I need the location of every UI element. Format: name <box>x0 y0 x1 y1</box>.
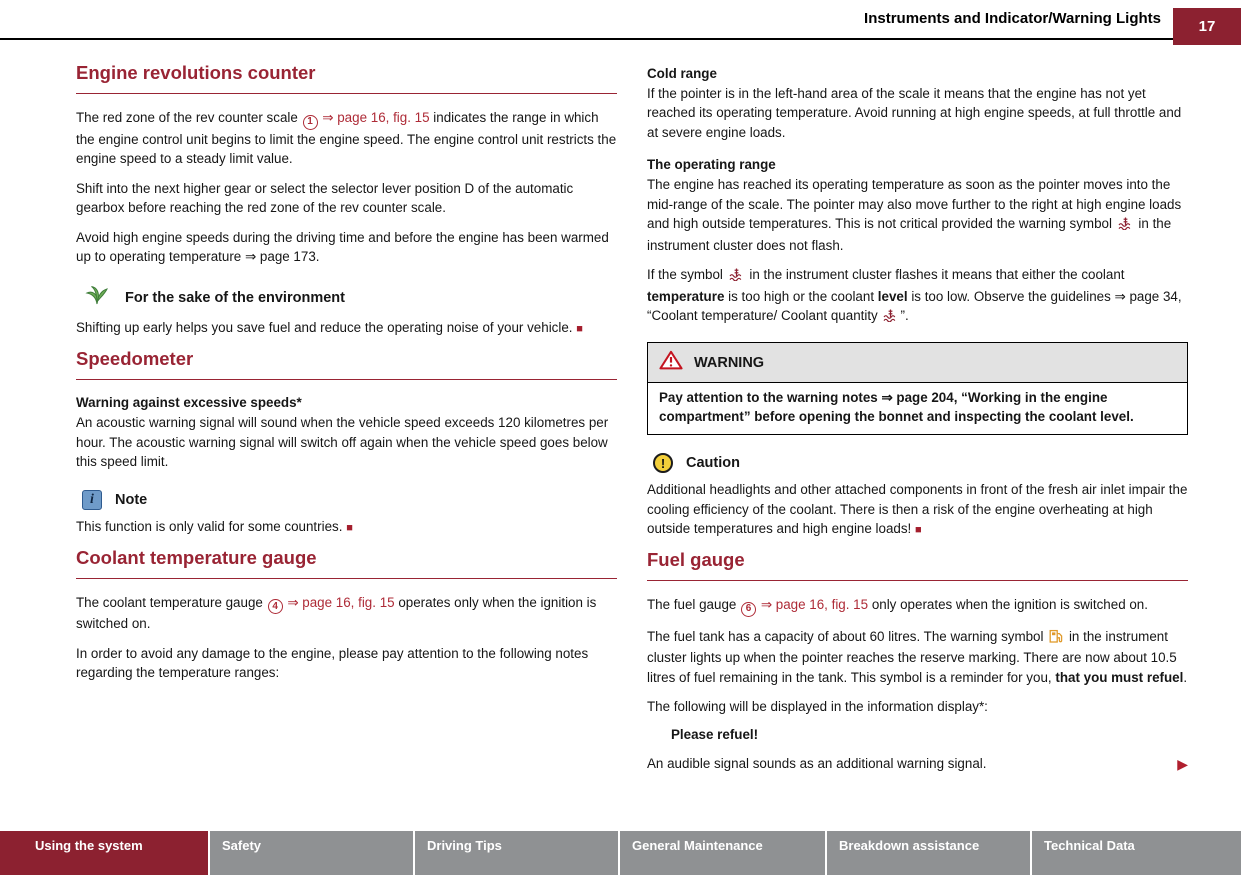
paragraph: The engine has reached its operating temperature as soon as the pointer moves into the mid-range of the scale. The pointer may also move further to the right at high engine loads and high outside temperatures. This is not critical provided the warning symbol in the instrument cluster does not flash. <box>647 177 1182 253</box>
paragraph: The coolant temperature gauge 4 ⇒ page 16, fig. 15 operates only when the ignition is switched on. <box>76 594 597 632</box>
note-text: This function is only valid for some countries. ■ <box>76 518 353 534</box>
footer-tab-safety[interactable]: Safety <box>210 831 415 875</box>
right-column <box>647 62 1188 784</box>
paragraph: The fuel tank has a capacity of about 60 litres. The warning symbol in the instrument cluster lights up when the pointer reaches the reserve marking. There are now about 10.5 litres of fuel remaining in the tank. This symbol is a reminder for you, that you must refuel. <box>647 629 1188 685</box>
caution-icon: ! <box>653 453 673 473</box>
footer-tab-driving-tips[interactable]: Driving Tips <box>415 831 620 875</box>
subheading-cold-range: Cold range <box>647 66 717 81</box>
paragraph: Shift into the next higher gear or select the selector lever position D of the automatic gearbox before reaching the red zone of the rev counter scale. <box>76 180 574 216</box>
section-title-fuel-gauge: Fuel gauge <box>647 549 1188 581</box>
warning-title: WARNING <box>694 354 765 371</box>
paragraph: If the pointer is in the left-hand area of the scale it means that the engine has not yet reached its operating temperature. Avoid running at high engine speeds, at full throttle and at severe engine loads. <box>647 86 1182 140</box>
environment-note-title: For the sake of the environment <box>125 289 345 306</box>
section-title-speedometer: Speedometer <box>76 348 617 380</box>
paragraph: An acoustic warning signal will sound when the vehicle speed exceeds 120 kilometres per hour. The acoustic warning signal will switch off again when the vehicle speed goes below this speed limit. <box>76 415 609 470</box>
footer-nav <box>0 831 1241 875</box>
caution-text: Additional headlights and other attached components in front of the fresh air inlet impair the cooling efficiency of the coolant. There is then a risk of the engine overheating at high outside temperatures and high engine loads! ■ <box>647 482 1188 537</box>
environment-icon <box>84 284 110 311</box>
display-message: Please refuel! <box>671 726 759 742</box>
chapter-title: Instruments and Indicator/Warning Lights <box>864 10 1161 27</box>
fuel-pump-icon <box>1049 629 1063 648</box>
paragraph: The following will be displayed in the information display*: <box>647 699 988 715</box>
warning-box-header <box>648 343 1187 383</box>
footer-tab-general-maintenance[interactable]: General Maintenance <box>620 831 827 875</box>
end-of-topic-marker: ■ <box>346 521 353 534</box>
continued-marker: ▶ <box>1177 755 1188 772</box>
section-title-coolant-gauge: Coolant temperature gauge <box>76 547 617 579</box>
paragraph: In order to avoid any damage to the engine, please pay attention to the following notes regarding the temperature ranges: <box>76 645 589 681</box>
paragraph: The fuel gauge 6 ⇒ page 16, fig. 15 only operates when the ignition is switched on. <box>647 595 1188 617</box>
page-ref-link[interactable]: ⇒ page 16, fig. 15 <box>322 110 430 125</box>
callout-number-6: 6 <box>741 602 756 617</box>
caution-header <box>647 453 1188 473</box>
footer-tab-using-the-system[interactable]: Using the system <box>0 831 210 875</box>
bold-text: level <box>877 288 908 304</box>
end-of-topic-marker: ■ <box>915 524 922 537</box>
paragraph: Avoid high engine speeds during the driving time and before the engine has been warmed up to operating temperature ⇒ page 173. <box>76 229 609 264</box>
note-title: Note <box>115 491 148 508</box>
page-header <box>0 0 1241 40</box>
warning-triangle-icon <box>659 350 683 375</box>
callout-number-4: 4 <box>268 599 283 614</box>
bold-text: temperature <box>647 288 725 304</box>
environment-note-text: Shifting up early helps you save fuel and reduce the operating noise of your vehicle. ■ <box>76 320 583 336</box>
note-header <box>76 490 617 510</box>
warning-box <box>647 342 1188 435</box>
info-icon: i <box>82 490 102 510</box>
callout-number-1: 1 <box>303 115 318 130</box>
page-number-badge: 17 <box>1173 8 1241 45</box>
left-column <box>76 62 617 784</box>
coolant-temperature-icon <box>1118 216 1133 235</box>
footer-tab-technical-data[interactable]: Technical Data <box>1044 838 1135 853</box>
paragraph: The red zone of the rev counter scale 1 ⇒ page 16, fig. 15 indicates the range in which the engine control unit begins to limit the engine speed. The engine control unit restricts the engine speed to a steady limit value. <box>76 110 617 167</box>
footer-tab-breakdown-assistance[interactable]: Breakdown assistance <box>827 831 1032 875</box>
environment-note-header <box>76 284 617 311</box>
end-of-topic-marker: ■ <box>576 323 583 336</box>
page-content <box>0 40 1241 784</box>
section-title-engine-rev-counter: Engine revolutions counter <box>76 62 617 94</box>
page-ref-link[interactable]: ⇒ page 16, fig. 15 <box>760 597 869 613</box>
caution-title: Caution <box>686 455 740 472</box>
subheading-operating-range: The operating range <box>647 157 776 173</box>
coolant-temperature-icon <box>883 308 898 327</box>
page-ref-link[interactable]: ⇒ page 16, fig. 15 <box>287 594 395 610</box>
coolant-temperature-icon <box>729 267 744 286</box>
paragraph: An audible signal sounds as an additional warning signal. ▶ <box>647 754 1188 774</box>
paragraph: If the symbol in the instrument cluster flashes it means that either the coolant temperature is too high or the coolant level is too low. Observe the guidelines ⇒ page 34, “Coolant temperature/ Coolant quantity ”. <box>647 265 1188 327</box>
warning-text: Pay attention to the warning notes ⇒ page 204, “Working in the engine compartment” before opening the bonnet and inspecting the coolant level. <box>659 390 1134 425</box>
bold-text: that you must refuel <box>1055 669 1184 685</box>
subheading: Warning against excessive speeds* <box>76 395 302 411</box>
